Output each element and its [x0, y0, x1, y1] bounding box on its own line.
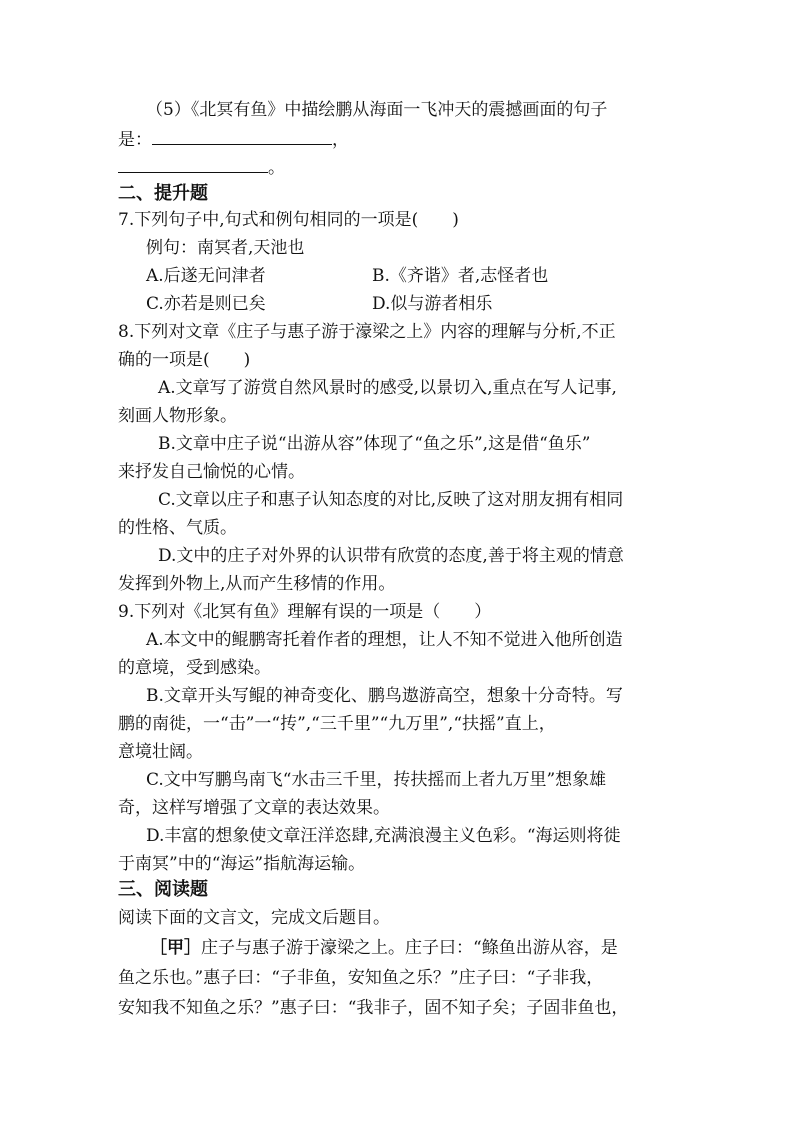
q9-option-b-2: 鹏的南徙，一“击”一“抟”,“三千里”“九万里”,“扶摇”直上， — [118, 714, 556, 734]
q9-option-c-1: C.文中写鹏鸟南飞“水击三千里，抟扶摇而上者九万里”想象雄 — [146, 770, 607, 790]
q7-option-a: A.后遂无问津者 — [146, 266, 266, 286]
q7-option-c: C.亦若是则已矣 — [146, 294, 266, 314]
q9-option-b-3: 意境壮阔。 — [118, 742, 203, 762]
q8-option-d-2: 发挥到外物上,从而产生移情的作用。 — [118, 574, 396, 594]
answer-blank-2[interactable] — [118, 156, 268, 173]
q5-line-2 — [118, 128, 684, 152]
q9-option-c-2: 奇，这样写增强了文章的表达效果。 — [118, 798, 390, 818]
q5-line-3 — [118, 156, 684, 180]
answer-blank-1[interactable] — [152, 128, 332, 145]
reading-line-1: 庄子与惠子游于濠梁之上。庄子曰：“鲦鱼出游从容，是 — [201, 938, 618, 958]
q9-option-d-1: D.丰富的想象使文章汪洋恣肆,充满浪漫主义色彩。“海运则将徙 — [146, 826, 621, 846]
q8-option-a-2: 刻画人物形象。 — [118, 406, 237, 426]
reading-line-2: 鱼之乐也。”惠子曰：“子非鱼，安知鱼之乐？”庄子曰：“子非我， — [118, 968, 604, 988]
q8-option-c-2: 的性格、气质。 — [118, 518, 237, 538]
q5-comma: ， — [332, 130, 349, 150]
q7-option-b: B.《齐谐》者,志怪者也 — [372, 266, 549, 286]
section-2-heading: 二、提升题 — [118, 183, 208, 204]
reading-intro: 阅读下面的文言文，完成文后题目。 — [118, 908, 390, 928]
q9-option-a-2: 的意境，受到感染。 — [118, 658, 271, 678]
q5-line-1: （5）《北冥有鱼》中描绘鹏从海面一飞冲天的震撼画面的句子 — [146, 100, 608, 120]
q8-stem-1: 8.下列对文章《庄子与惠子游于濠梁之上》内容的理解与分析,不正 — [118, 322, 616, 342]
q5-period: 。 — [268, 158, 285, 178]
q7-example: 例句：南冥者,天池也 — [146, 238, 305, 258]
q8-option-b-1: B.文章中庄子说“出游从容”体现了“鱼之乐”,这是借“鱼乐” — [158, 434, 591, 454]
q7-option-d: D.似与游者相乐 — [372, 294, 493, 314]
q9-option-b-1: B.文章开头写鲲的神奇变化、鹏鸟遨游高空，想象十分奇特。写 — [146, 686, 623, 706]
section-3-heading: 三、阅读题 — [118, 879, 208, 900]
q8-option-d-1: D.文中的庄子对外界的认识带有欣赏的态度,善于将主观的情意 — [158, 546, 624, 566]
reading-para-1 — [150, 936, 684, 960]
q7-stem: 7.下列句子中,句式和例句相同的一项是( ) — [118, 210, 459, 230]
q8-option-c-1: C.文章以庄子和惠子认知态度的对比,反映了这对朋友拥有相同 — [158, 490, 624, 510]
q9-stem: 9.下列对《北冥有鱼》理解有误的一项是（ ） — [118, 602, 492, 622]
q8-option-b-2: 来抒发自己愉悦的心情。 — [118, 462, 305, 482]
q7-row-1 — [146, 264, 684, 288]
q8-option-a-1: A.文章写了游赏自然风景时的感受,以景切入,重点在写人记事, — [158, 378, 617, 398]
q5-prefix: 是： — [118, 130, 152, 150]
passage-tag: ［甲］ — [150, 938, 201, 958]
q8-stem-2: 确的一项是( ) — [118, 350, 251, 370]
reading-line-3: 安知我不知鱼之乐？”惠子曰：“我非子，固不知子矣；子固非鱼也， — [118, 998, 629, 1018]
q9-option-d-2: 于南冥”中的“海运”指航海运输。 — [118, 854, 366, 874]
q9-option-a-1: A.本文中的鲲鹏寄托着作者的理想，让人不知不觉进入他所创造 — [146, 630, 623, 650]
q7-row-2 — [146, 292, 684, 316]
